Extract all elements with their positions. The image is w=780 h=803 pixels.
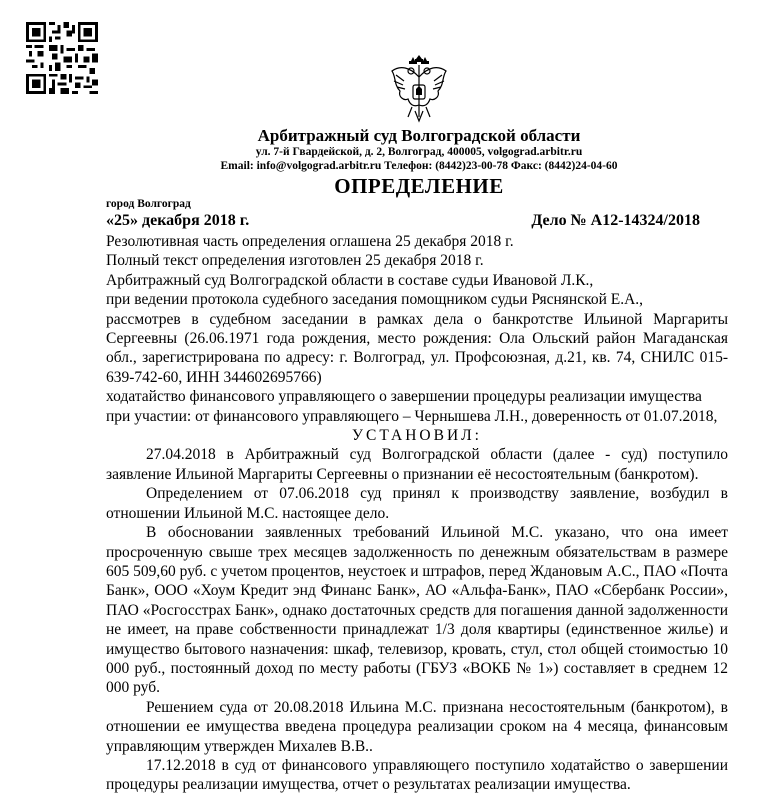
document-title: ОПРЕДЕЛЕНИЕ [334,174,504,198]
paragraph-participants: при участии: от финансового управляющего – Чернышева Л.Н., доверенность от 01.07.2018, [106,407,718,425]
court-address: ул. 7-й Гвардейской, д. 2, Волгоград, 400005, volgograd.arbitr.ru [255,146,583,158]
qr-code [26,22,98,94]
paragraph-petition: 17.12.2018 в суд от финансового управляющего поступило ходатайство о завершении процедуры реализации имущества, отчет о результатах реализации имущества. [106,756,728,794]
court-name: Арбитражный суд Волгоградской области [257,126,581,145]
paragraph-application: 27.04.2018 в Арбитражный суд Волгоградской области (далее - суд) поступило заявление Ильиной Маргариты Сергеевны о признании её несостоятельным (банкротом). [106,446,728,483]
paragraph-acceptance: Определением от 07.06.2018 суд принял к производству заявление, возбудил в отношении Ильиной М.С. настоящее дело. [106,485,728,522]
paragraph-full-text-prepared: Полный текст определения изготовлен 25 декабря 2018 г. [106,252,484,270]
court-contacts: Email: info@volgograd.arbitr.ru Телефон: (8442)23-00-78 Факс: (8442)24-04-60 [220,160,618,172]
city: город Волгоград [106,198,191,210]
coat-of-arms-emblem [388,55,450,125]
paragraph-grounds: В обосновании заявленных требований Ильиной М.С. указано, что она имеет просроченную свыше трех месяцев задолженность по денежным обязательствам в размере 605 509,60 руб. с учетом процентов, неустоек и штрафов, перед Ждановым А.С., ПАО «Почта Банк», ООО «Хоум Кредит энд Финанс Банк», АО «Альфа-Банк», ПАО «Сбербанк России», ПАО «Росгосстрах Банк», однако достаточных средств для погашения данной задолженности не имеет, на праве собственности принадлежат 1/3 доля квартиры (единственное жилье) и имущество бытового назначения: шкаф, телевизор, кровать, стул, стол общей стоимостью 10 000 руб., постоянный доход по месту работы (ГБУЗ «ВОКБ № 1») составляет в среднем 12 000 руб. [106,524,728,697]
document-date: «25» декабря 2018 г. [106,212,250,229]
section-heading: УСТАНОВИЛ: [352,427,482,445]
paragraph-case-subject: рассмотрев в судебном заседании в рамках дела о банкротстве Ильиной Маргариты Сергеевны (26.06.1971 года рождения, место рождения: Ола Ольский район Магаданская обл., зарегистрирована по адресу: г. Волгоград, ул. Профсоюзная, д.21, кв. 74, СНИЛС 015-639-742-60, ИНН 344602695766) [106,310,728,386]
document-body [106,232,728,795]
paragraph-court-composition: Арбитражный суд Волгоградской области в составе судьи Ивановой Л.К., [106,271,594,289]
paragraph-decision: Решением суда от 20.08.2018 Ильина М.С. признана несостоятельным (банкротом), в отношении ее имущества введена процедура реализации сроком на 4 месяца, финансовым управляющим утвержден Михалев В.В.. [106,698,728,755]
paragraph-protocol: при ведении протокола судебного заседания помощником судьи Ряснянской Е.А., [106,291,644,309]
paragraph-motion: ходатайство финансового управляющего о завершении процедуры реализации имущества [106,388,702,406]
paragraph-resolution-announced: Резолютивная часть определения оглашена 25 декабря 2018 г. [106,233,514,250]
case-number: Дело № А12-14324/2018 [531,212,700,229]
